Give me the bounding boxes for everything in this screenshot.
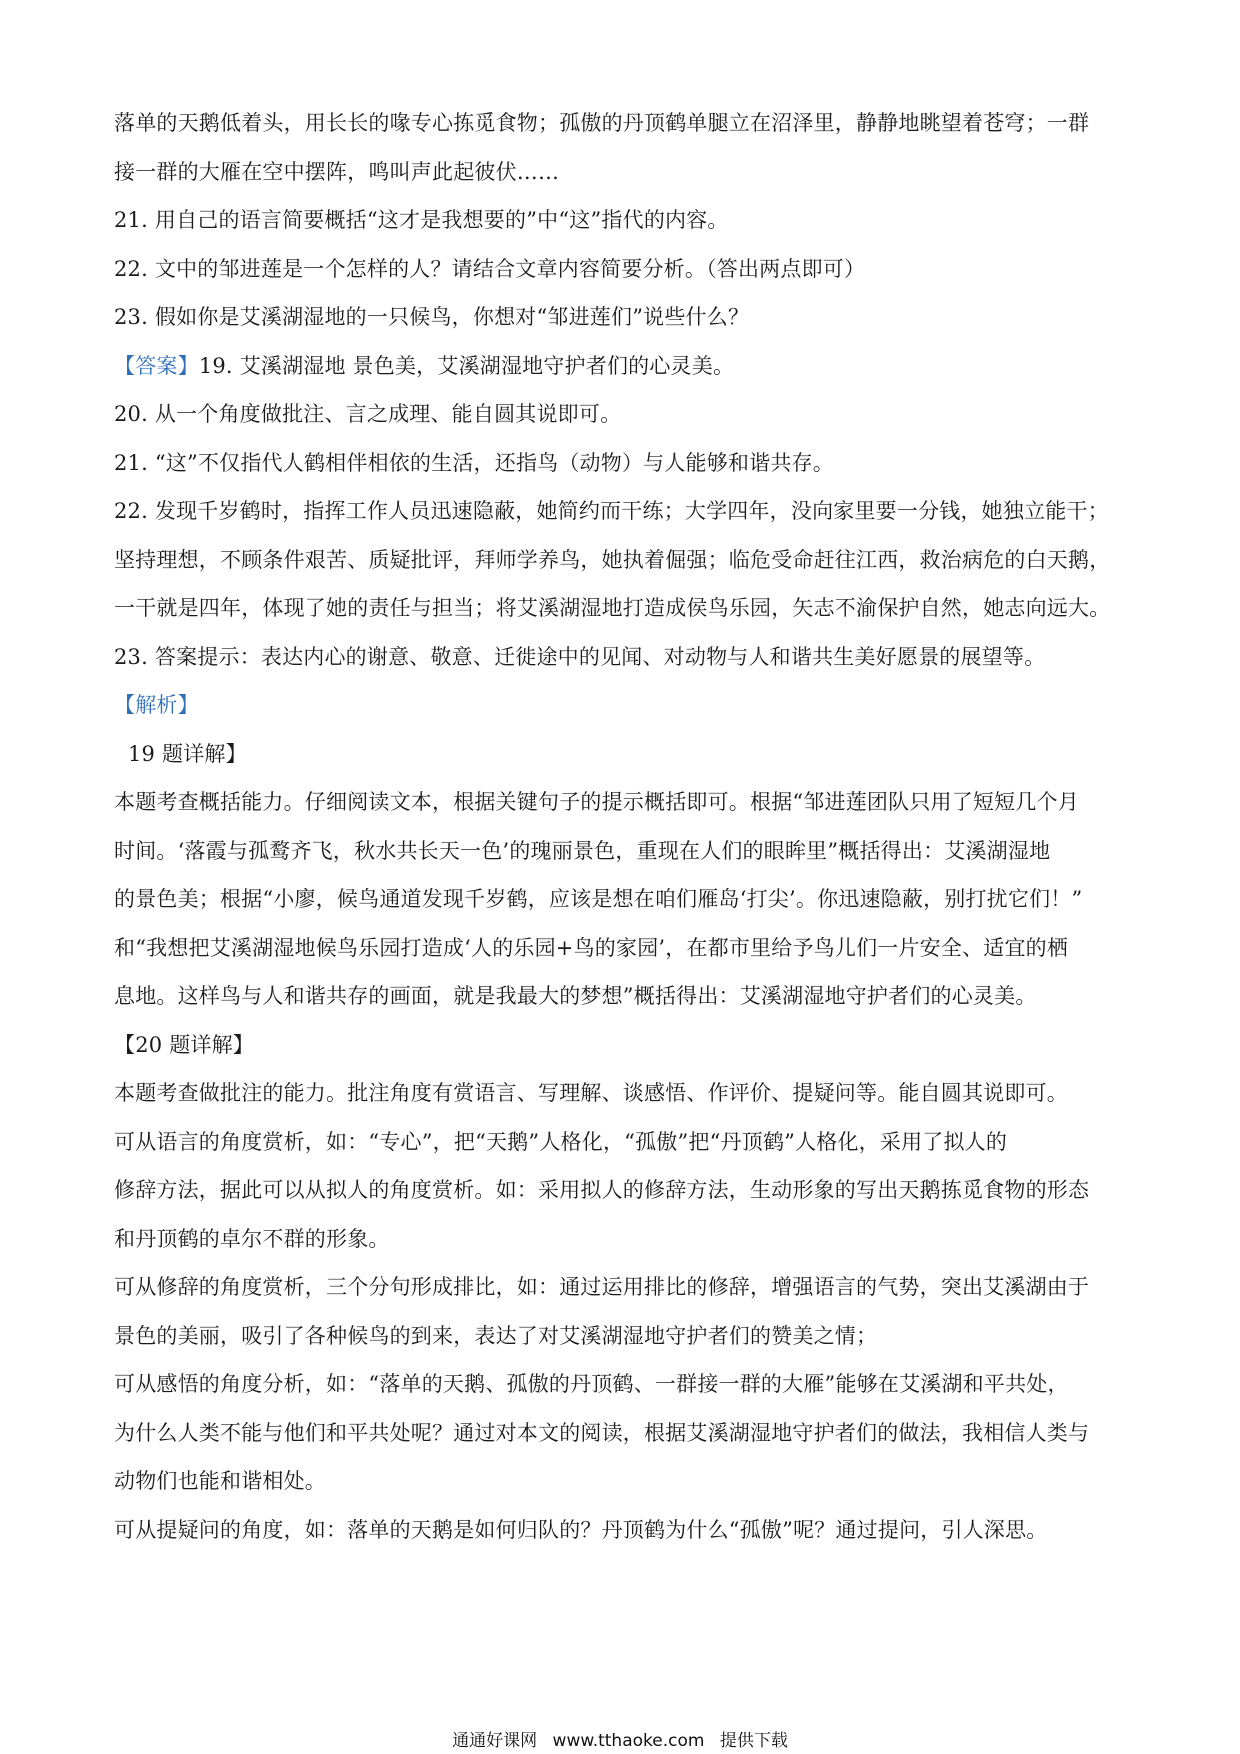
document-body [114, 99, 1134, 1554]
detail-20-line: 可从提疑问的角度，如：落单的天鹅是如何归队的？丹顶鹤为什么“孤傲”呢？通过提问，引人深思。 [114, 1517, 1048, 1542]
detail-20-line: 和丹顶鹤的卓尔不群的形象。 [114, 1226, 390, 1251]
passage-line: 落单的天鹅低着头，用长长的喙专心拣觅食物；孤傲的丹顶鹤单腿立在沼泽里，静静地眺望着苍穹；一群 [114, 111, 1090, 135]
answer-tag: 【答案】 [114, 353, 199, 378]
question-22: 22. 文中的邹进莲是一个怎样的人？请结合文章内容简要分析。（答出两点即可） [114, 256, 866, 281]
answer-19-line [114, 342, 1134, 391]
footer-suffix: 提供下载 [719, 1731, 788, 1751]
detail-20-line: 可从修辞的角度赏析，三个分句形成排比，如：通过运用排比的修辞，增强语言的气势，突出艾溪湖由于 [114, 1275, 1090, 1299]
detail-19-line: 时间。‘落霞与孤鹜齐飞，秋水共长天一色’的瑰丽景色，重现在人们的眼眸里”概括得出：艾溪湖湿地 [114, 838, 1051, 863]
passage-line: 接一群的大雁在空中摆阵，鸣叫声此起彼伏…… [114, 159, 560, 184]
question-23: 23. 假如你是艾溪湖湿地的一只候鸟，你想对“邹进莲们”说些什么？ [114, 305, 750, 329]
detail-19-line: 本题考查概括能力。仔细阅读文本，根据关键句子的提示概括即可。根据“邹进莲团队只用了短短几个月 [114, 790, 1079, 814]
detail-20-line: 可从语言的角度赏析，如：“专心”，把“天鹅”人格化，“孤傲”把“丹顶鹤”人格化，采用了拟人的 [114, 1129, 1008, 1154]
analysis-tag: 【解析】 [114, 693, 199, 717]
answer-21: 21. “这”不仅指代人鹤相伴相依的生活，还指鸟（动物）与人能够和谐共存。 [114, 450, 834, 475]
detail-20-line: 本题考查做批注的能力。批注角度有赏语言、写理解、谈感悟、作评价、提疑问等。能自圆其说即可。 [114, 1081, 1068, 1105]
detail-20-line: 修辞方法，据此可以从拟人的角度赏析。如：采用拟人的修辞方法，生动形象的写出天鹅拣觅食物的形态 [114, 1178, 1090, 1202]
detail-20-line: 景色的美丽，吸引了各种候鸟的到来，表达了对艾溪湖湿地守护者们的赞美之情； [114, 1323, 878, 1348]
detail-20-line: 动物们也能和谐相处。 [114, 1469, 326, 1493]
detail-19-line: 的景色美；根据“小廖，候鸟通道发现千岁鹤，应该是想在咱们雁岛‘打尖’。你迅速隐蔽，别打扰它们！” [114, 887, 1083, 911]
answer-20: 20. 从一个角度做批注、言之成理、能自圆其说即可。 [114, 402, 622, 426]
answer-23: 23. 答案提示：表达内心的谢意、敬意、迁徙途中的见闻、对动物与人和谐共生美好愿景的展望等。 [114, 644, 1046, 669]
analysis-heading [114, 681, 1134, 730]
answer-22-line: 一干就是四年，体现了她的责任与担当；将艾溪湖湿地打造成侯鸟乐园，矢志不渝保护自然，她志向远大。 [114, 596, 1111, 620]
answer-19-text: 19. 艾溪湖湿地 景色美，艾溪湖湿地守护者们的心灵美。 [198, 353, 735, 378]
detail-19-line: 息地。这样鸟与人和谐共存的画面，就是我最大的梦想”概括得出：艾溪湖湿地守护者们的心灵美。 [114, 984, 1037, 1008]
answer-22-line: 22. 发现千岁鹤时，指挥工作人员迅速隐蔽，她简约而干练；大学四年，没向家里要一分钱，她独立能干； [114, 499, 1109, 523]
detail-20-line: 为什么人类不能与他们和平共处呢？通过对本文的阅读，根据艾溪湖湿地守护者们的做法，我相信人类与 [114, 1420, 1090, 1445]
question-21: 21. 用自己的语言简要概括“这才是我想要的”中“这”指代的内容。 [114, 208, 729, 232]
answer-22-line: 坚持理想，不顾条件艰苦、质疑批评，拜师学养鸟，她执着倔强；临危受命赶往江西，救治病危的白天鹅， [114, 547, 1111, 572]
detail-20-heading: 【20 题详解】 [114, 1032, 254, 1057]
detail-20-line: 可从感悟的角度分析，如：“落单的天鹅、孤傲的丹顶鹤、一群接一群的大雁”能够在艾溪湖和平共处， [114, 1372, 1069, 1396]
detail-19-heading: 19 题详解】 [128, 741, 247, 766]
footer-site-name: 通通好课网 [452, 1731, 538, 1751]
page-footer [0, 1726, 1240, 1751]
footer-url[interactable]: www.tthaoke.com [552, 1731, 705, 1751]
detail-19-line: 和“我想把艾溪湖湿地候鸟乐园打造成‘人的乐园+鸟的家园’，在都市里给予鸟儿们一片安全、适宜的栖 [114, 935, 1069, 960]
